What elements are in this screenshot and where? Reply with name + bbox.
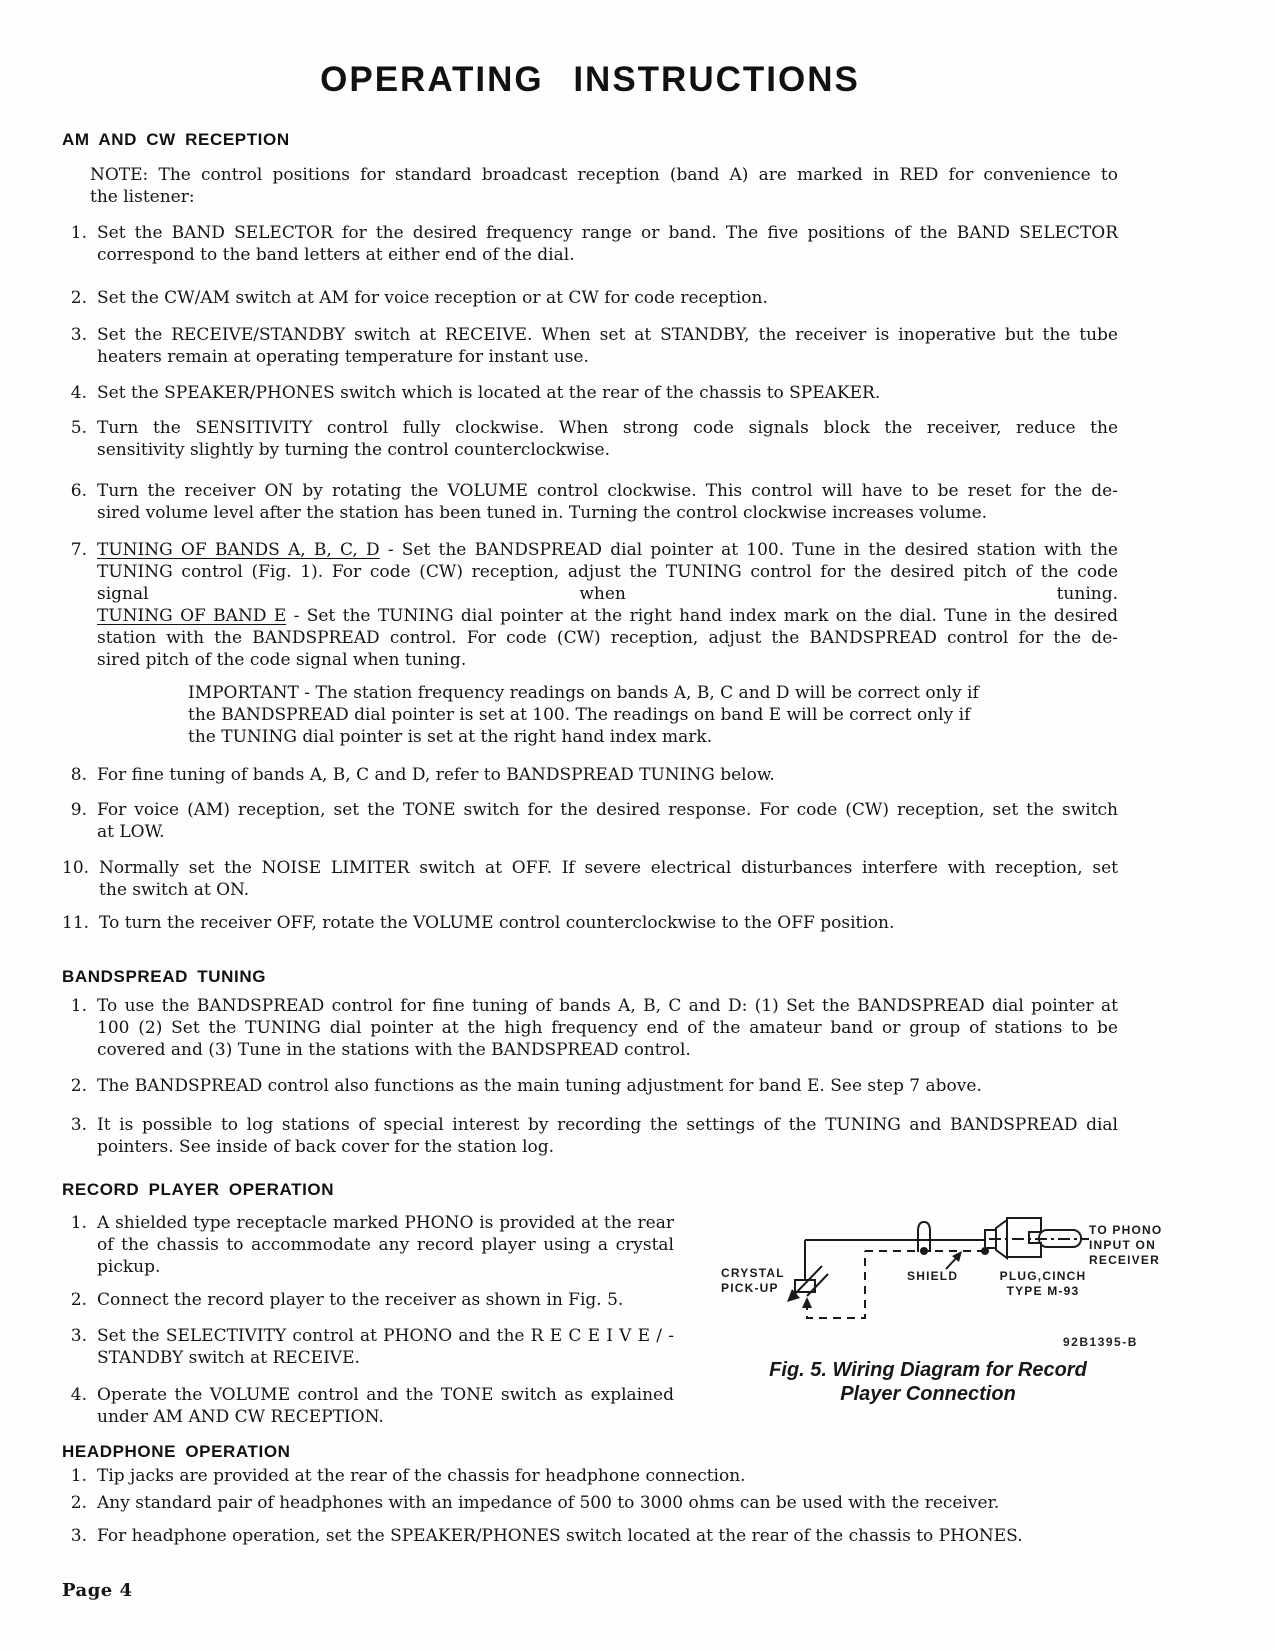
item-text: For voice (AM) reception, set the TONE switch for the desired response. For code (CW) reception, set the switch at LOW. [97,800,1118,842]
section-heading-bandspread-tuning: BANDSPREAD TUNING [62,967,267,986]
list-item [62,1289,674,1311]
item-text: Connect the record player to the receiver as shown in Fig. 5. [97,1290,624,1310]
list-item [62,995,1118,1061]
section-heading-am-cw-reception: AM AND CW RECEPTION [62,130,290,149]
item-text: Set the BAND SELECTOR for the desired frequency range or band. The five positions of the BAND SELECTOR correspond to the band letters at either end of the dial. [97,223,1118,265]
shield-label: SHIELD [907,1269,959,1283]
list-item [62,480,1118,524]
list-item [62,222,1118,266]
list-item [62,1492,1118,1514]
list-item [62,324,1118,368]
item-number: 1. [70,996,87,1016]
item-number: 9. [70,800,87,820]
item-text: Tip jacks are provided at the rear of the chassis for headphone connection. [97,1466,746,1486]
list-item [62,539,1118,671]
figure-caption: Fig. 5. Wiring Diagram for Record Player Connection [769,1359,1087,1405]
list-item [62,417,1118,461]
item-number: 6. [70,481,87,501]
list-item [62,799,1118,843]
shield-return-arrowhead [802,1297,812,1308]
item-number: 2. [70,1290,87,1310]
plug-cinch-label: PLUG,CINCH TYPE M-93 [999,1269,1087,1298]
item-text: Normally set the NOISE LIMITER switch at OFF. If severe electrical disturbances interfere with reception, set the switch at ON. [99,858,1118,900]
figure-part-number: 92B1395-B [1063,1335,1138,1349]
item-number: 4. [70,383,87,403]
item-number: 1. [70,1466,87,1486]
item-text: To use the BANDSPREAD control for fine tuning of bands A, B, C and D: (1) Set the BANDSPREAD dial pointer at 100 (2) Set the TUNING dial pointer at the high frequency end of the amateur band or group of stations to be covered and (3) Tune in the stations with the BANDSPREAD control. [97,996,1118,1060]
item-text: For fine tuning of bands A, B, C and D, refer to BANDSPREAD TUNING below. [97,765,775,785]
list-item [62,1465,1118,1487]
section-heading-record-player-operation: RECORD PLAYER OPERATION [62,1180,335,1199]
note-paragraph: NOTE: The control positions for standard broadcast reception (band A) are marked in RED for convenience to the listener: [90,165,1118,207]
item-number: 11. [62,913,90,933]
list-item [62,287,1118,309]
section-heading-headphone-operation: HEADPHONE OPERATION [62,1442,291,1461]
item-text: For headphone operation, set the SPEAKER/PHONES switch located at the rear of the chassis to PHONES. [97,1526,1023,1546]
item-number: 3. [70,1115,87,1135]
item-number: 3. [70,1326,87,1346]
list-item [62,1212,674,1278]
plug-shell [1007,1218,1041,1257]
important-paragraph: IMPORTANT - The station frequency readings on bands A, B, C and D will be correct only if the BANDSPREAD dial pointer is set at 100. The readings on band E will be correct only if the TUNING dial pointer is set at the right hand index mark. [188,683,979,747]
record-player-row [62,1200,1163,1428]
item-text: Turn the SENSITIVITY control fully clockwise. When strong code signals block the receiver, reduce the sensitivity slightly by turning the control counterclockwise. [97,418,1118,460]
item-number: 10. [62,858,90,878]
item-text: The BANDSPREAD control also functions as the main tuning adjustment for band E. See step 7 above. [97,1076,982,1096]
page-number: Page 4 [62,1580,133,1601]
item-number: 7. [70,540,87,560]
item-text: Set the SELECTIVITY control at PHONO and the R E C E I V E / - STANDBY switch at RECEIVE. [97,1326,674,1368]
shield-junction-dot [920,1247,928,1255]
list-item [62,1525,1118,1547]
item-text: Set the RECEIVE/STANDBY switch at RECEIVE. When set at STANDBY, the receiver is inoperative but the tube heaters remain at operating temperature for instant use. [97,325,1118,367]
list-item [62,1384,674,1428]
list-item [62,1325,674,1369]
item-text: TUNING OF BANDS A, B, C, D - Set the BANDSPREAD dial pointer at 100. Tune in the desired station with the TUNING control (Fig. 1). For code (CW) reception, adjust the TUNING control for the desired pitch of the code signal when tuning. TUNING OF BAND E - Set the TUNING dial pointer at the right hand index mark on the dial. Tune in the desired station with the BANDSPREAD control. For code (CW) reception, adjust the BANDSPREAD control for the de- sired pitch of the code signal when tuning. [97,540,1119,670]
item-number: 2. [70,1493,87,1513]
item-number: 1. [70,223,87,243]
item-number: 4. [70,1385,87,1405]
item-number: 3. [70,1526,87,1546]
item-text: Turn the receiver ON by rotating the VOLUME control clockwise. This control will have to be reset for the de- sired volume level after the station has been tuned in. Turning the control clockwise increases volume. [97,481,1118,523]
item-text: A shielded type receptacle marked PHONO is provided at the rear of the chassis to accommodate any record player using a crystal pickup. [97,1213,674,1277]
item-text: Set the CW/AM switch at AM for voice reception or at CW for code reception. [97,288,768,308]
item-text: Set the SPEAKER/PHONES switch which is located at the rear of the chassis to SPEAKER. [97,383,881,403]
item-text: Any standard pair of headphones with an impedance of 500 to 3000 ohms can be used with the receiver. [97,1493,1000,1513]
page-title: OPERATING INSTRUCTIONS [320,60,860,99]
item-number: 2. [70,288,87,308]
item-number: 5. [70,418,87,438]
item-text: To turn the receiver OFF, rotate the VOLUME control counterclockwise to the OFF position. [99,913,895,933]
list-item [62,1075,1118,1097]
list-item [62,912,1118,934]
crystal-pickup-label: CRYSTAL PICK-UP [721,1266,785,1295]
item-number: 2. [70,1076,87,1096]
item-number: 1. [70,1213,87,1233]
list-item [62,1114,1118,1158]
item-text: It is possible to log stations of special interest by recording the settings of the TUNING and BANDSPREAD dial pointers. See inside of back cover for the station log. [97,1115,1118,1157]
list-item [62,857,1118,901]
to-phono-input-label: TO PHONO INPUT ON RECEIVER [1089,1223,1163,1267]
item-text: Operate the VOLUME control and the TONE switch as explained under AM AND CW RECEPTION. [97,1385,674,1427]
item-number: 8. [70,765,87,785]
list-item [62,764,1118,786]
list-item [62,382,1118,404]
figure-5-wiring-diagram [683,1200,1173,1428]
item-number: 3. [70,325,87,345]
